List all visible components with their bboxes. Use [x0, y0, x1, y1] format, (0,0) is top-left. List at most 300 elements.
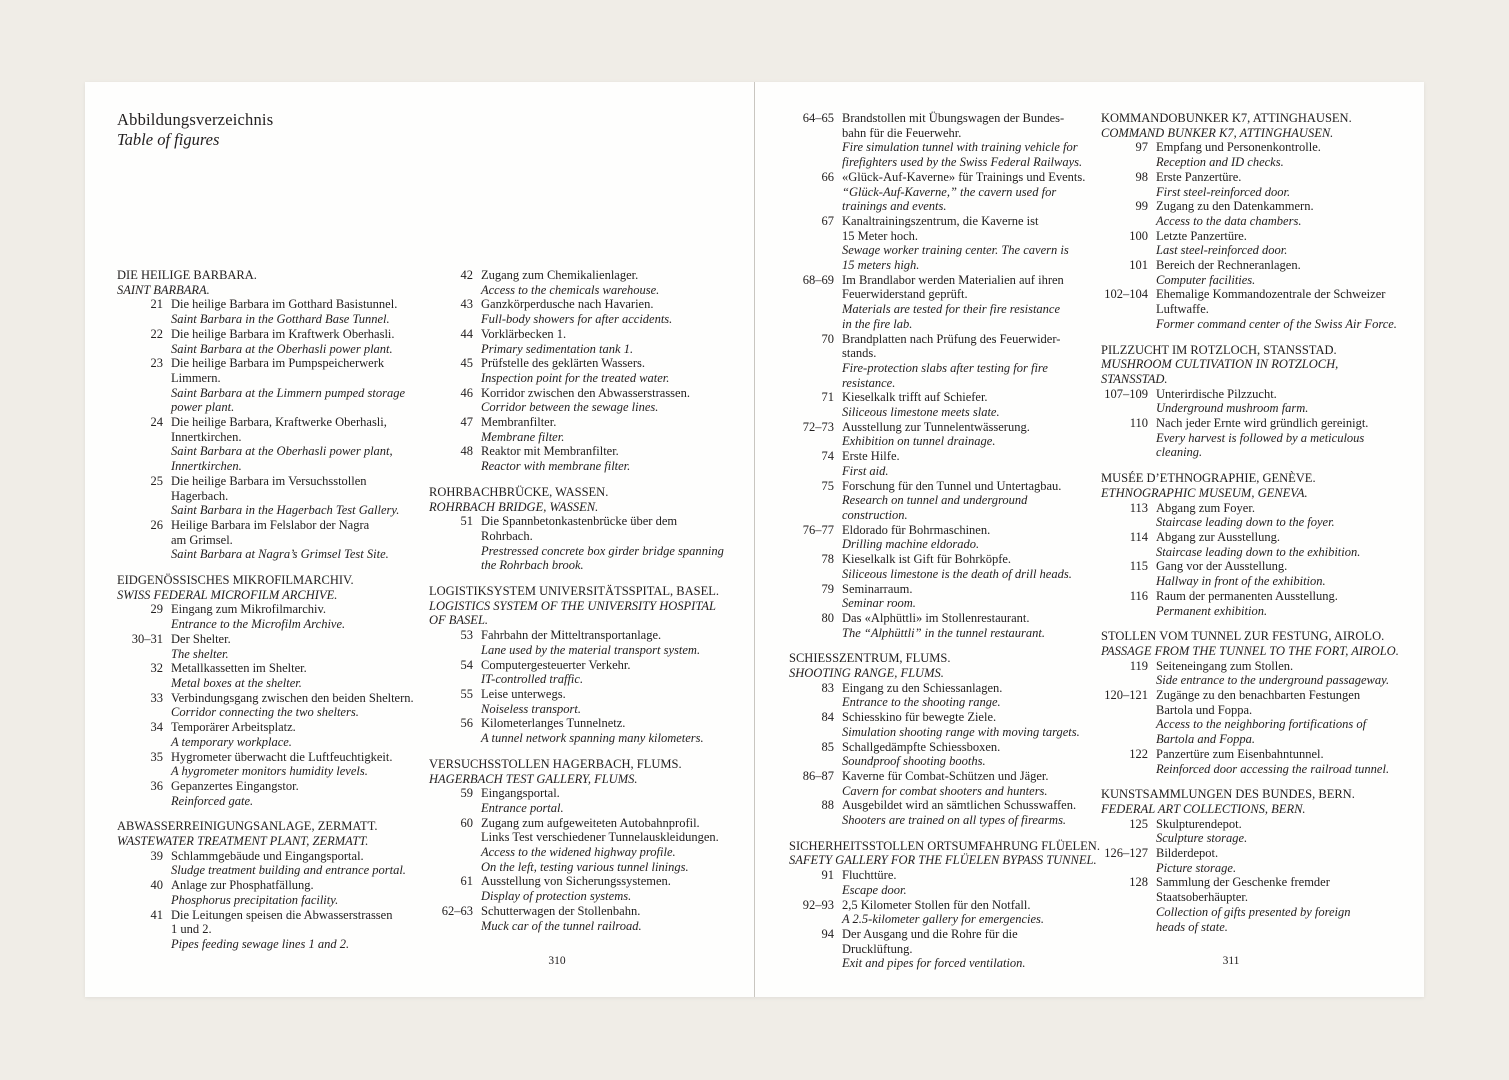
figure-entry — [789, 552, 1104, 581]
figure-number: 34 — [150, 720, 163, 735]
figure-entry — [789, 868, 1104, 897]
figure-entry — [1101, 140, 1416, 169]
figure-caption-de: Eldorado für Bohrmaschinen. — [842, 522, 991, 537]
figure-caption-de: Heilige Barbara im Felslabor der Nagra — [171, 517, 370, 532]
figure-number: 116 — [1129, 588, 1148, 603]
figure-section — [789, 651, 1104, 827]
figure-entry — [117, 518, 432, 562]
figure-caption-en: Reactor with membrane filter. — [481, 459, 631, 474]
figure-entry — [1101, 817, 1416, 846]
figure-entry — [117, 779, 432, 808]
figure-caption-de: Reaktor mit Membranfilter. — [481, 444, 619, 459]
figure-entry — [429, 716, 749, 745]
section-heading-de: STOLLEN VOM TUNNEL ZUR FESTUNG, AIROLO. — [1101, 629, 1385, 644]
figure-caption-de: Schutterwagen der Stollenbahn. — [481, 903, 641, 918]
figure-section — [429, 268, 749, 474]
figure-caption — [842, 798, 1076, 827]
section-heading-en: SAINT BARBARA. — [117, 282, 210, 297]
figure-caption — [842, 449, 900, 478]
figure-entry — [429, 628, 749, 657]
section-heading-en: PASSAGE FROM THE TUNNEL TO THE FORT, AIROLO. — [1101, 643, 1399, 658]
figure-number: 115 — [1129, 559, 1148, 574]
figure-number: 67 — [821, 213, 834, 228]
figure-caption-de: Die heilige Barbara im Versuchsstollen — [171, 473, 367, 488]
figure-number: 68–69 — [802, 272, 834, 287]
figure-caption-en: Computer facilities. — [1156, 272, 1256, 287]
figure-number: 56 — [460, 716, 473, 731]
figure-caption-en: Fire simulation tunnel with training vehicle for — [842, 140, 1078, 155]
figure-number: 46 — [460, 385, 473, 400]
figure-caption-en: Entrance to the Microfilm Archive. — [171, 617, 346, 632]
figure-section — [1101, 471, 1416, 618]
figure-caption-en: Shooters are trained on all types of firearms. — [842, 813, 1067, 828]
section-heading-de: KUNSTSAMMLUNGEN DES BUNDES, BERN. — [1101, 787, 1355, 802]
figure-caption-de: Erste Hilfe. — [842, 449, 900, 464]
figure-caption-de: Kanaltrainingszentrum, die Kaverne ist — [842, 213, 1039, 228]
figure-number: 33 — [150, 690, 163, 705]
figure-entry — [789, 898, 1104, 927]
figure-caption — [842, 552, 1072, 581]
section-heading-en: LOGISTICS SYSTEM OF THE UNIVERSITY HOSPITAL — [429, 598, 716, 613]
figure-caption — [171, 908, 392, 952]
figure-caption — [171, 779, 299, 808]
figure-caption-en: Sludge treatment building and entrance portal. — [171, 863, 406, 878]
figure-entry — [429, 658, 749, 687]
figure-list-column-1 — [117, 268, 432, 952]
figure-caption-en: A tunnel network spanning many kilometers. — [481, 731, 704, 746]
figure-entry — [789, 582, 1104, 611]
figure-caption — [481, 874, 671, 903]
figure-caption-de: Bilderdepot. — [1156, 846, 1219, 861]
figure-caption-de: 15 Meter hoch. — [842, 228, 919, 243]
figure-caption-en: Lane used by the material transport system. — [481, 642, 701, 657]
figure-entry — [1101, 416, 1416, 460]
figure-caption — [842, 111, 1082, 170]
figure-entry — [429, 874, 749, 903]
figure-caption-de: Schallgedämpfte Schiessboxen. — [842, 739, 1001, 754]
figure-entry — [789, 332, 1104, 391]
figure-caption-en: Fire-protection slabs after testing for fire — [842, 360, 1048, 375]
figure-caption-de: Seiteneingang zum Stollen. — [1156, 658, 1294, 673]
figure-caption — [1156, 287, 1397, 331]
figure-caption — [1156, 875, 1351, 934]
figure-number: 102–104 — [1104, 287, 1148, 302]
figure-number: 53 — [460, 628, 473, 643]
figure-entry — [117, 720, 432, 749]
figure-entry — [117, 661, 432, 690]
figure-caption — [171, 750, 392, 779]
figure-entry — [1101, 688, 1416, 747]
figure-entry — [117, 327, 432, 356]
figure-number: 66 — [821, 169, 834, 184]
figure-caption-de: Letzte Panzertüre. — [1156, 228, 1247, 243]
section-heading-en: SAFETY GALLERY FOR THE FLÜELEN BYPASS TUNNEL. — [789, 853, 1097, 868]
figure-entry — [789, 390, 1104, 419]
figure-caption-en: Bartola and Foppa. — [1156, 732, 1255, 747]
figure-caption-de: Zugang zu den Datenkammern. — [1156, 199, 1314, 214]
figure-entry — [117, 356, 432, 415]
figure-number: 119 — [1129, 658, 1148, 673]
figure-number: 113 — [1129, 500, 1148, 515]
figure-caption-de: Skulpturendepot. — [1156, 816, 1242, 831]
figure-caption-de: Zugang zum aufgeweiteten Autobahnprofil. — [481, 815, 700, 830]
figure-caption-en: Exit and pipes for forced ventilation. — [842, 956, 1026, 971]
figure-caption-en: Staircase leading down to the foyer. — [1156, 515, 1335, 530]
figure-number: 84 — [821, 710, 834, 725]
figure-caption-de: Die heilige Barbara im Pumpspeicherwerk — [171, 356, 385, 371]
figure-caption — [1156, 501, 1335, 530]
figure-caption — [481, 415, 564, 444]
figure-section — [117, 573, 432, 808]
figure-entry — [429, 268, 749, 297]
figure-caption-de: Die heilige Barbara im Kraftwerk Oberhasli. — [171, 326, 395, 341]
figure-caption — [481, 444, 630, 473]
figure-caption-en: Membrane filter. — [481, 429, 565, 444]
section-heading-de: KOMMANDOBUNKER K7, ATTINGHAUSEN. — [1101, 111, 1352, 125]
figure-entry — [1101, 530, 1416, 559]
section-heading-de: SCHIESSZENTRUM, FLUMS. — [789, 651, 951, 666]
figure-caption — [481, 786, 564, 815]
figure-entry — [789, 798, 1104, 827]
figure-caption-de: Gepanzertes Eingangstor. — [171, 778, 299, 793]
figure-number: 60 — [460, 815, 473, 830]
figure-entry — [789, 273, 1104, 332]
figure-caption — [171, 415, 393, 474]
section-heading-en: ETHNOGRAPHIC MUSEUM, GENEVA. — [1101, 485, 1308, 500]
figure-list-column-2 — [429, 268, 749, 933]
figure-caption-en: Former command center of the Swiss Air Force. — [1156, 316, 1397, 331]
figure-number: 23 — [150, 356, 163, 371]
figure-entry — [789, 927, 1104, 971]
figure-caption — [171, 720, 296, 749]
figure-caption — [842, 214, 1069, 273]
figure-number: 30–31 — [131, 631, 163, 646]
figure-entry — [117, 750, 432, 779]
figure-number: 47 — [460, 415, 473, 430]
figure-caption-de: Hagerbach. — [171, 488, 229, 503]
figure-caption-en: Side entrance to the underground passageway. — [1156, 673, 1390, 688]
figure-number: 74 — [821, 449, 834, 464]
figure-number: 97 — [1135, 140, 1148, 155]
figure-caption-en: Reinforced door accessing the railroad tunnel. — [1156, 761, 1390, 776]
figure-number: 122 — [1129, 746, 1148, 761]
figure-entry — [789, 170, 1104, 214]
figure-number: 75 — [821, 478, 834, 493]
figure-caption-en: the Rohrbach brook. — [481, 558, 584, 573]
section-heading-en: MUSHROOM CULTIVATION IN ROTZLOCH, — [1101, 357, 1339, 372]
figure-caption-de: Unterirdische Pilzzucht. — [1156, 386, 1277, 401]
figure-number: 59 — [460, 786, 473, 801]
page-left — [85, 82, 754, 997]
figure-caption-en: Primary sedimentation tank 1. — [481, 341, 634, 356]
figure-caption-de: Metallkassetten im Shelter. — [171, 661, 307, 676]
figure-entry — [789, 740, 1104, 769]
figure-caption-en: “Glück-Auf-Kaverne,” the cavern used for — [842, 184, 1057, 199]
figure-entry — [1101, 287, 1416, 331]
figure-caption-de: Zugänge zu den benachbarten Festungen — [1156, 688, 1361, 703]
figure-caption-de: Raum der permanenten Ausstellung. — [1156, 588, 1338, 603]
figure-caption — [171, 691, 414, 720]
figure-caption-en: Access to the data chambers. — [1156, 213, 1302, 228]
figure-entry — [429, 904, 749, 933]
figure-number: 107–109 — [1104, 386, 1148, 401]
figure-caption-en: Noiseless transport. — [481, 701, 582, 716]
figure-number: 54 — [460, 657, 473, 672]
page-title-de: Abbildungsverzeichnis — [117, 110, 274, 129]
figure-caption — [1156, 817, 1247, 846]
section-heading-en: WASTEWATER TREATMENT PLANT, ZERMATT. — [117, 834, 369, 849]
figure-caption-en: Underground mushroom farm. — [1156, 401, 1309, 416]
figure-caption — [481, 716, 704, 745]
figure-number: 78 — [821, 552, 834, 567]
figure-number: 71 — [821, 390, 834, 405]
figure-number: 43 — [460, 297, 473, 312]
section-heading-en: HAGERBACH TEST GALLERY, FLUMS. — [429, 771, 638, 786]
figure-caption — [842, 170, 1085, 214]
figure-entry — [789, 523, 1104, 552]
figure-number: 86–87 — [802, 768, 834, 783]
figure-caption-de: Abgang zur Ausstellung. — [1156, 529, 1280, 544]
figure-entry — [429, 386, 749, 415]
figure-caption-en: Picture storage. — [1156, 860, 1237, 875]
figure-entry — [789, 214, 1104, 273]
figure-number: 35 — [150, 749, 163, 764]
figure-caption-de: stands. — [842, 346, 877, 361]
figure-caption-de: Schiesskino für bewegte Ziele. — [842, 710, 997, 725]
figure-entry — [117, 415, 432, 474]
section-heading-en: OF BASEL. — [429, 613, 489, 628]
figure-caption — [171, 878, 338, 907]
figure-caption-de: Drucklüftung. — [842, 941, 913, 956]
figure-caption — [1156, 559, 1326, 588]
figure-entry — [117, 908, 432, 952]
figure-caption — [1156, 530, 1360, 559]
figure-caption — [1156, 688, 1366, 747]
figure-section — [1101, 343, 1416, 461]
figure-caption — [842, 769, 1049, 798]
figure-caption — [481, 904, 642, 933]
figure-caption-de: Empfang und Personenkontrolle. — [1156, 140, 1321, 155]
figure-number: 94 — [821, 926, 834, 941]
figure-caption — [1156, 659, 1389, 688]
figure-caption-en: Corridor connecting the two shelters. — [171, 705, 359, 720]
figure-caption-de: 2,5 Kilometer Stollen für den Notfall. — [842, 897, 1031, 912]
figure-caption-de: Ausgebildet wird an sämtlichen Schusswaffen. — [842, 798, 1077, 813]
figure-number: 99 — [1135, 199, 1148, 214]
figure-number: 91 — [821, 868, 834, 883]
section-heading-de: ROHRBACHBRÜCKE, WASSEN. — [429, 484, 609, 499]
figure-caption-en: Access to the neighboring fortifications of — [1156, 717, 1367, 732]
figure-caption-en: Seminar room. — [842, 596, 916, 611]
figure-entry — [1101, 747, 1416, 776]
figure-caption-de: Hygrometer überwacht die Luftfeuchtigkeit. — [171, 749, 393, 764]
figure-caption-de: Eingang zum Mikrofilmarchiv. — [171, 602, 327, 617]
figure-entry — [789, 420, 1104, 449]
figure-section — [429, 757, 749, 933]
section-heading-de: PILZZUCHT IM ROTZLOCH, STANSSTAD. — [1101, 342, 1337, 357]
figure-caption-en: The “Alphüttli” in the tunnel restaurant. — [842, 625, 1046, 640]
figure-caption-en: A temporary workplace. — [171, 734, 292, 749]
figure-entry — [1101, 387, 1416, 416]
figure-caption-en: The shelter. — [171, 646, 229, 661]
figure-entry — [1101, 875, 1416, 934]
figure-number: 25 — [150, 473, 163, 488]
figure-number: 120–121 — [1104, 688, 1148, 703]
figure-caption — [171, 849, 406, 878]
figure-number: 72–73 — [802, 419, 834, 434]
figure-list-column-4 — [1101, 111, 1416, 934]
page-title-en: Table of figures — [117, 130, 220, 149]
figure-entry — [429, 297, 749, 326]
figure-caption — [481, 327, 633, 356]
figure-caption-de: Eingangsportal. — [481, 786, 560, 801]
figure-caption-en: Reception and ID checks. — [1156, 155, 1284, 170]
figure-caption-en: power plant. — [171, 400, 235, 415]
figure-caption-de: Bereich der Rechneranlagen. — [1156, 258, 1301, 273]
figure-caption — [842, 479, 1061, 523]
figure-number: 22 — [150, 326, 163, 341]
figure-caption — [842, 582, 916, 611]
figure-caption-en: Staircase leading down to the exhibition. — [1156, 544, 1361, 559]
figure-caption-en: Saint Barbara at the Limmern pumped storage — [171, 385, 406, 400]
figure-number: 55 — [460, 686, 473, 701]
figure-caption-de: Kieselkalk ist Gift für Bohrköpfe. — [842, 552, 1012, 567]
figure-caption-de: Panzertüre zum Eisenbahntunnel. — [1156, 746, 1324, 761]
figure-number: 45 — [460, 356, 473, 371]
figure-entry — [429, 786, 749, 815]
figure-caption-de: Kaverne für Combat-Schützen und Jäger. — [842, 768, 1049, 783]
figure-caption-de: Fluchttüre. — [842, 868, 897, 883]
figure-caption-en: Phosphorus precipitation facility. — [171, 892, 339, 907]
figure-number: 88 — [821, 798, 834, 813]
figure-caption-en: Saint Barbara in the Hagerbach Test Gallery. — [171, 503, 400, 518]
figure-caption-de: Anlage zur Phosphatfällung. — [171, 878, 314, 893]
figure-entry — [117, 849, 432, 878]
figure-entry — [1101, 199, 1416, 228]
figure-caption-de: Schlammgebäude und Eingangsportal. — [171, 848, 364, 863]
section-heading-de: DIE HEILIGE BARBARA. — [117, 268, 257, 282]
figure-caption-de: Bartola und Foppa. — [1156, 702, 1253, 717]
figure-caption-en: Sewage worker training center. The cavern is — [842, 243, 1069, 258]
figure-number: 48 — [460, 444, 473, 459]
figure-caption-de: Der Shelter. — [171, 631, 231, 646]
section-heading-en: SHOOTING RANGE, FLUMS. — [789, 666, 944, 681]
figure-number: 92–93 — [802, 897, 834, 912]
figure-entry — [1101, 170, 1416, 199]
figure-number: 21 — [150, 297, 163, 312]
figure-section — [117, 268, 432, 562]
figure-number: 61 — [460, 874, 473, 889]
figure-caption — [842, 523, 990, 552]
figure-caption — [171, 474, 399, 518]
figure-number: 83 — [821, 680, 834, 695]
figure-section — [1101, 787, 1416, 934]
figure-number: 110 — [1129, 416, 1148, 431]
figure-caption-en: Every harvest is followed by a meticulous — [1156, 430, 1365, 445]
figure-caption-en: Muck car of the tunnel railroad. — [481, 918, 642, 933]
figure-section — [789, 111, 1104, 640]
figure-entry — [1101, 846, 1416, 875]
figure-number: 85 — [821, 739, 834, 754]
figure-caption — [1156, 846, 1236, 875]
figure-caption-de: Im Brandlabor werden Materialien auf ihren — [842, 272, 1064, 287]
figure-caption-en: Simulation shooting range with moving targets. — [842, 724, 1080, 739]
figure-entry — [429, 327, 749, 356]
figure-caption-de: Zugang zum Chemikalienlager. — [481, 268, 639, 282]
figure-caption-en: Saint Barbara at the Oberhasli power plant. — [171, 341, 393, 356]
figure-caption-en: Display of protection systems. — [481, 889, 632, 904]
figure-number: 40 — [150, 878, 163, 893]
figure-caption — [842, 898, 1044, 927]
figure-caption-de: Eingang zu den Schiessanlagen. — [842, 680, 1003, 695]
figure-caption-en: Entrance portal. — [481, 800, 564, 815]
figure-caption — [481, 386, 690, 415]
figure-entry — [429, 415, 749, 444]
figure-caption-de: Ausstellung von Sicherungssystemen. — [481, 874, 671, 889]
figure-caption-de: Ganzkörperdusche nach Havarien. — [481, 297, 654, 312]
figure-caption-de: Prüfstelle des geklärten Wassers. — [481, 356, 645, 371]
figure-caption — [481, 514, 724, 573]
figure-caption-en: Pipes feeding sewage lines 1 and 2. — [171, 936, 350, 951]
figure-number: 70 — [821, 331, 834, 346]
figure-caption-en: Exhibition on tunnel drainage. — [842, 434, 996, 449]
figure-caption — [1156, 229, 1287, 258]
figure-caption — [481, 297, 672, 326]
figure-caption — [842, 681, 1002, 710]
figure-caption-en: Cavern for combat shooters and hunters. — [842, 783, 1048, 798]
figure-caption — [481, 687, 581, 716]
figure-caption-en: cleaning. — [1156, 445, 1203, 460]
figure-caption-en: Corridor between the sewage lines. — [481, 400, 659, 415]
figure-entry — [1101, 258, 1416, 287]
figure-caption-en: 15 meters high. — [842, 258, 920, 273]
figure-caption-en: Access to the widened highway profile. — [481, 845, 676, 860]
figure-caption-de: Kilometerlanges Tunnelnetz. — [481, 716, 626, 731]
figure-caption-en: Innertkirchen. — [171, 459, 242, 474]
figure-caption — [842, 740, 1000, 769]
figure-number: 29 — [150, 602, 163, 617]
figure-caption-de: Brandplatten nach Prüfung des Feuerwider- — [842, 331, 1061, 346]
figure-caption — [842, 332, 1060, 391]
figure-caption-de: Links Test verschiedener Tunnelauskleidungen. — [481, 830, 719, 845]
figure-caption-de: Staatsoberhäupter. — [1156, 890, 1248, 905]
figure-number: 24 — [150, 415, 163, 430]
figure-entry — [789, 611, 1104, 640]
section-heading-en: FEDERAL ART COLLECTIONS, BERN. — [1101, 801, 1306, 816]
section-heading-de: VERSUCHSSTOLLEN HAGERBACH, FLUMS. — [429, 756, 682, 771]
figure-entry — [789, 479, 1104, 523]
figure-entry — [117, 632, 432, 661]
figure-caption-de: Innertkirchen. — [171, 429, 242, 444]
figure-caption — [171, 602, 345, 631]
figure-entry — [117, 878, 432, 907]
figure-entry — [1101, 659, 1416, 688]
figure-caption — [1156, 170, 1290, 199]
figure-caption-en: A 2.5-kilometer gallery for emergencies. — [842, 912, 1045, 927]
figure-caption-de: Das «Alphüttli» im Stollenrestaurant. — [842, 610, 1030, 625]
figure-caption-en: A hygrometer monitors humidity levels. — [171, 764, 368, 779]
figure-caption — [842, 611, 1045, 640]
figure-number: 51 — [460, 514, 473, 529]
figure-caption-en: Research on tunnel and underground — [842, 493, 1028, 508]
figure-number: 79 — [821, 581, 834, 596]
section-heading-en: COMMAND BUNKER K7, ATTINGHAUSEN. — [1101, 125, 1334, 140]
figure-caption-en: Full-body showers for after accidents. — [481, 312, 673, 327]
figure-caption-en: resistance. — [842, 375, 896, 390]
figure-caption-en: Reinforced gate. — [171, 793, 254, 808]
figure-caption-de: Rohrbach. — [481, 528, 533, 543]
page-right — [755, 82, 1424, 997]
